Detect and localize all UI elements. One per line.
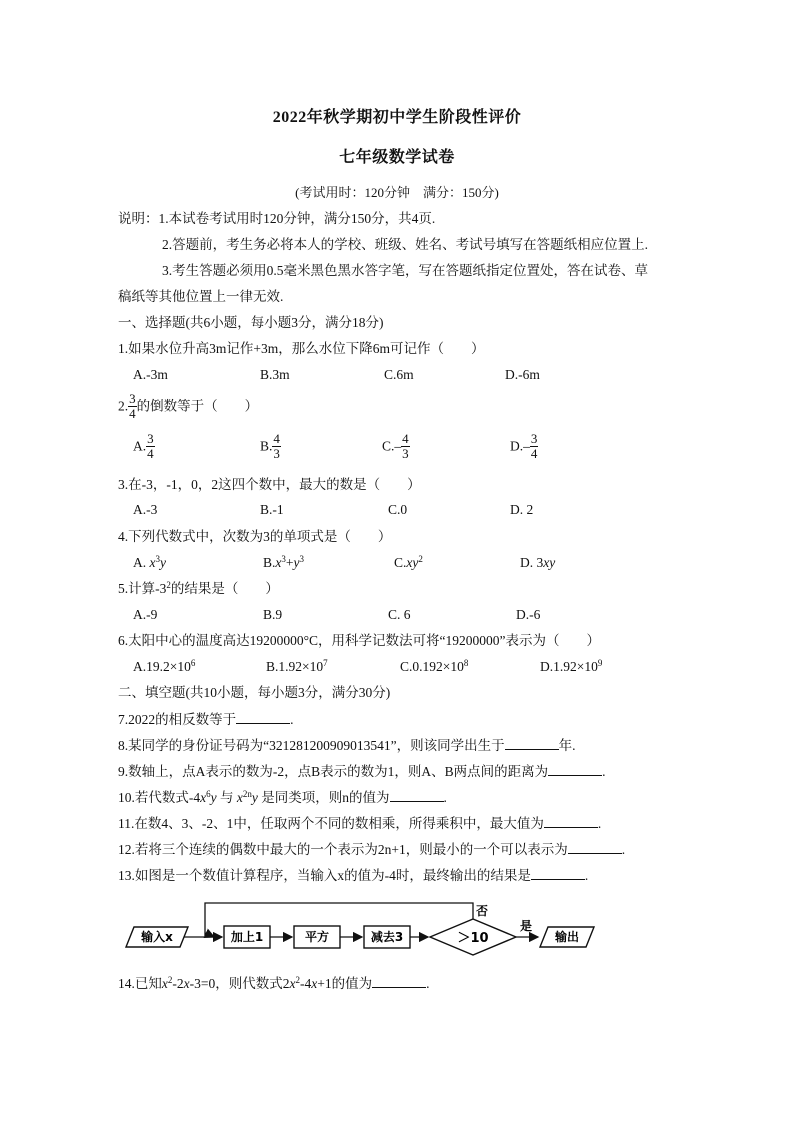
q2-option-d [510,432,538,460]
step1-label: 加上1 [230,930,264,944]
q2-option-a-fraction [146,432,155,460]
period: . [290,712,294,727]
q14-text-post: -4 [299,976,312,991]
q2-option-c-fraction [401,432,410,460]
q10-text-post: 是同类项，则n的值为 [261,790,390,805]
q1-option-b: B.3m [260,367,290,382]
q11-text: 11.在数4、3、-2、1中，任取两个不同的数相乘，所得乘积中，最大值为 [118,816,544,831]
q1-option-a: A.-3m [133,367,168,382]
q14-text-mid2: -3=0，则代数式2 [189,976,290,991]
fraction-numerator: 3 [147,431,154,446]
q14-text-mid: -2 [172,976,184,991]
period: . [621,842,626,857]
q2-option-b [260,432,281,460]
question-8 [118,738,575,753]
question-3: 3.在-3，-1，0，2这四个数中，最大的数是（ ） [118,477,421,492]
fraction-numerator: 3 [129,391,136,406]
instruction-line-1: 说明：1.本试卷考试用时120分钟，满分150分，共4页. [118,211,436,226]
period: . [602,764,606,779]
period: . [426,976,430,991]
q4-option-c: $C.xy^2$ [394,554,423,570]
q5-exponent: 2 [166,580,171,590]
option-label: B. [260,438,273,454]
q8-text: 8.某同学的身份证号码为“321281200909013541”，则该同学出生于 [118,738,505,753]
q4-option-a: A. $x^3y$ [133,554,166,570]
answer-blank[interactable] [548,764,602,776]
q2-option-c [382,432,410,460]
instruction-line-2: 2.答题前，考生务必将本人的学校、班级、姓名、考试号填写在答题纸相应位置上. [162,237,648,252]
q3-option-b: B.-1 [260,502,284,517]
q6-option-a: $A.19.2\times 10^6$ [133,658,196,674]
flowchart-diagram [120,895,600,965]
q3-option-c: C.0 [388,502,408,517]
fraction-denominator: 3 [402,445,409,461]
q8-suffix: 年. [558,738,576,753]
fraction-denominator: 4 [147,445,154,461]
question-9 [118,764,606,779]
q10-text-mid: 与 [220,790,234,805]
question-5 [118,582,279,596]
answer-blank[interactable] [544,816,598,828]
q2-option-a [133,432,155,460]
exam-info: (考试用时：120分钟 满分：150分) [295,185,499,200]
q14-text-end: +1的值为 [317,976,373,991]
section-heading-fill: 二、填空题(共10小题，每小题3分，满分30分) [118,685,391,700]
output-label: 输出 [554,930,580,944]
option-label: A. [133,438,147,454]
answer-blank[interactable] [236,712,290,724]
question-4: 4.下列代数式中，次数为3的单项式是（ ） [118,529,392,544]
step2-label: 平方 [304,930,330,944]
section-heading-choice: 一、选择题(共6小题，每小题3分，满分18分) [118,315,384,330]
q5-option-a: A.-9 [133,607,158,622]
q5-option-b: B.9 [263,607,283,622]
answer-blank[interactable] [390,790,444,802]
option-label: C.– [382,438,402,454]
period: . [597,816,602,831]
q6-option-d: $D.1.92\times 10^9$ [540,658,603,674]
q3-option-d: D. 2 [510,502,534,517]
instruction-line-4: 稿纸等其他位置上一律无效. [118,289,284,304]
q12-text: 12.若将三个连续的偶数中最大的一个表示为2n+1，则最小的一个可以表示为 [118,842,568,857]
exam-subtitle: 七年级数学试卷 [339,149,455,166]
question-10: 10.若代数式$-4x^6y$ 与 $x^{2n}y$ 是同类项，则n的值为 . [118,789,447,805]
question-7 [118,712,294,727]
fraction-numerator: 3 [530,431,538,446]
question-14: 14.已知$x^2-2x-3=0$，则代数式$2x^2-4x+1$的值为 . [118,975,430,991]
fraction-denominator: 3 [273,445,280,461]
q2-option-d-fraction [530,432,539,460]
no-label: 否 [476,904,489,918]
answer-blank[interactable] [505,738,559,750]
q2-number: 2. [118,398,129,414]
fraction-denominator: 4 [530,445,538,461]
q4-option-b: $B.x^3+y^3$ [263,554,305,570]
q1-option-d: D.-6m [505,367,540,382]
q5-option-c: C. 6 [388,607,411,622]
question-12 [118,842,625,857]
question-2 [118,392,258,420]
q3-option-a: A.-3 [133,502,158,517]
fraction-denominator: 4 [129,405,136,421]
q6-option-c: $C.0.192\times 10^8$ [400,658,469,674]
q13-text: 13.如图是一个数值计算程序，当输入x的值为-4时，最终输出的结果是 [118,868,531,883]
exam-title: 2022年秋学期初中学生阶段性评价 [272,109,522,126]
q5-stem-pre: 5.计算-3 [118,581,167,596]
q10-text-pre: 10.若代数式-4 [118,790,201,805]
q7-text: 7.2022的相反数等于 [118,712,237,727]
q4-option-d: D. 3xy [520,555,556,570]
question-11 [118,816,601,831]
q5-option-d: D.-6 [516,607,541,622]
q2-stem-text: 的倒数等于（ ） [136,398,259,414]
question-6: 6.太阳中心的温度高达19200000°C，用科学记数法可将“19200000”表示为（ ） [118,633,601,648]
q6-option-b: $B.1.92\times 10^7$ [266,658,328,674]
period: . [443,790,447,805]
option-label: D.– [510,438,530,454]
instruction-line-3: 3.考生答题必须用0.5毫米黑色黑水答字笔，写在答题纸指定位置处，答在试卷、草 [162,263,648,278]
q5-stem-post: 的结果是（ ） [170,581,279,596]
q9-text: 9.数轴上，点A表示的数为-2，点B表示的数为1，则A、B两点间的距离为 [118,764,549,779]
fraction-numerator: 4 [273,431,280,446]
q2-fraction [128,392,137,420]
q1-option-c: C.6m [384,367,414,382]
question-1: 1.如果水位升高3m记作+3m，那么水位下降6m可记作（ ） [118,341,485,356]
period: . [584,868,589,883]
step3-label: 减去3 [370,930,404,944]
answer-blank[interactable] [531,868,585,880]
fraction-numerator: 4 [402,431,409,446]
yes-label: 是 [520,919,533,933]
answer-blank[interactable] [568,842,622,854]
condition-label: ＞10 [457,931,489,946]
question-13 [118,868,588,883]
input-label: 输入x [141,930,173,944]
answer-blank[interactable] [372,976,426,988]
q14-text-pre: 14.已知 [118,976,162,991]
q2-option-b-fraction [272,432,281,460]
